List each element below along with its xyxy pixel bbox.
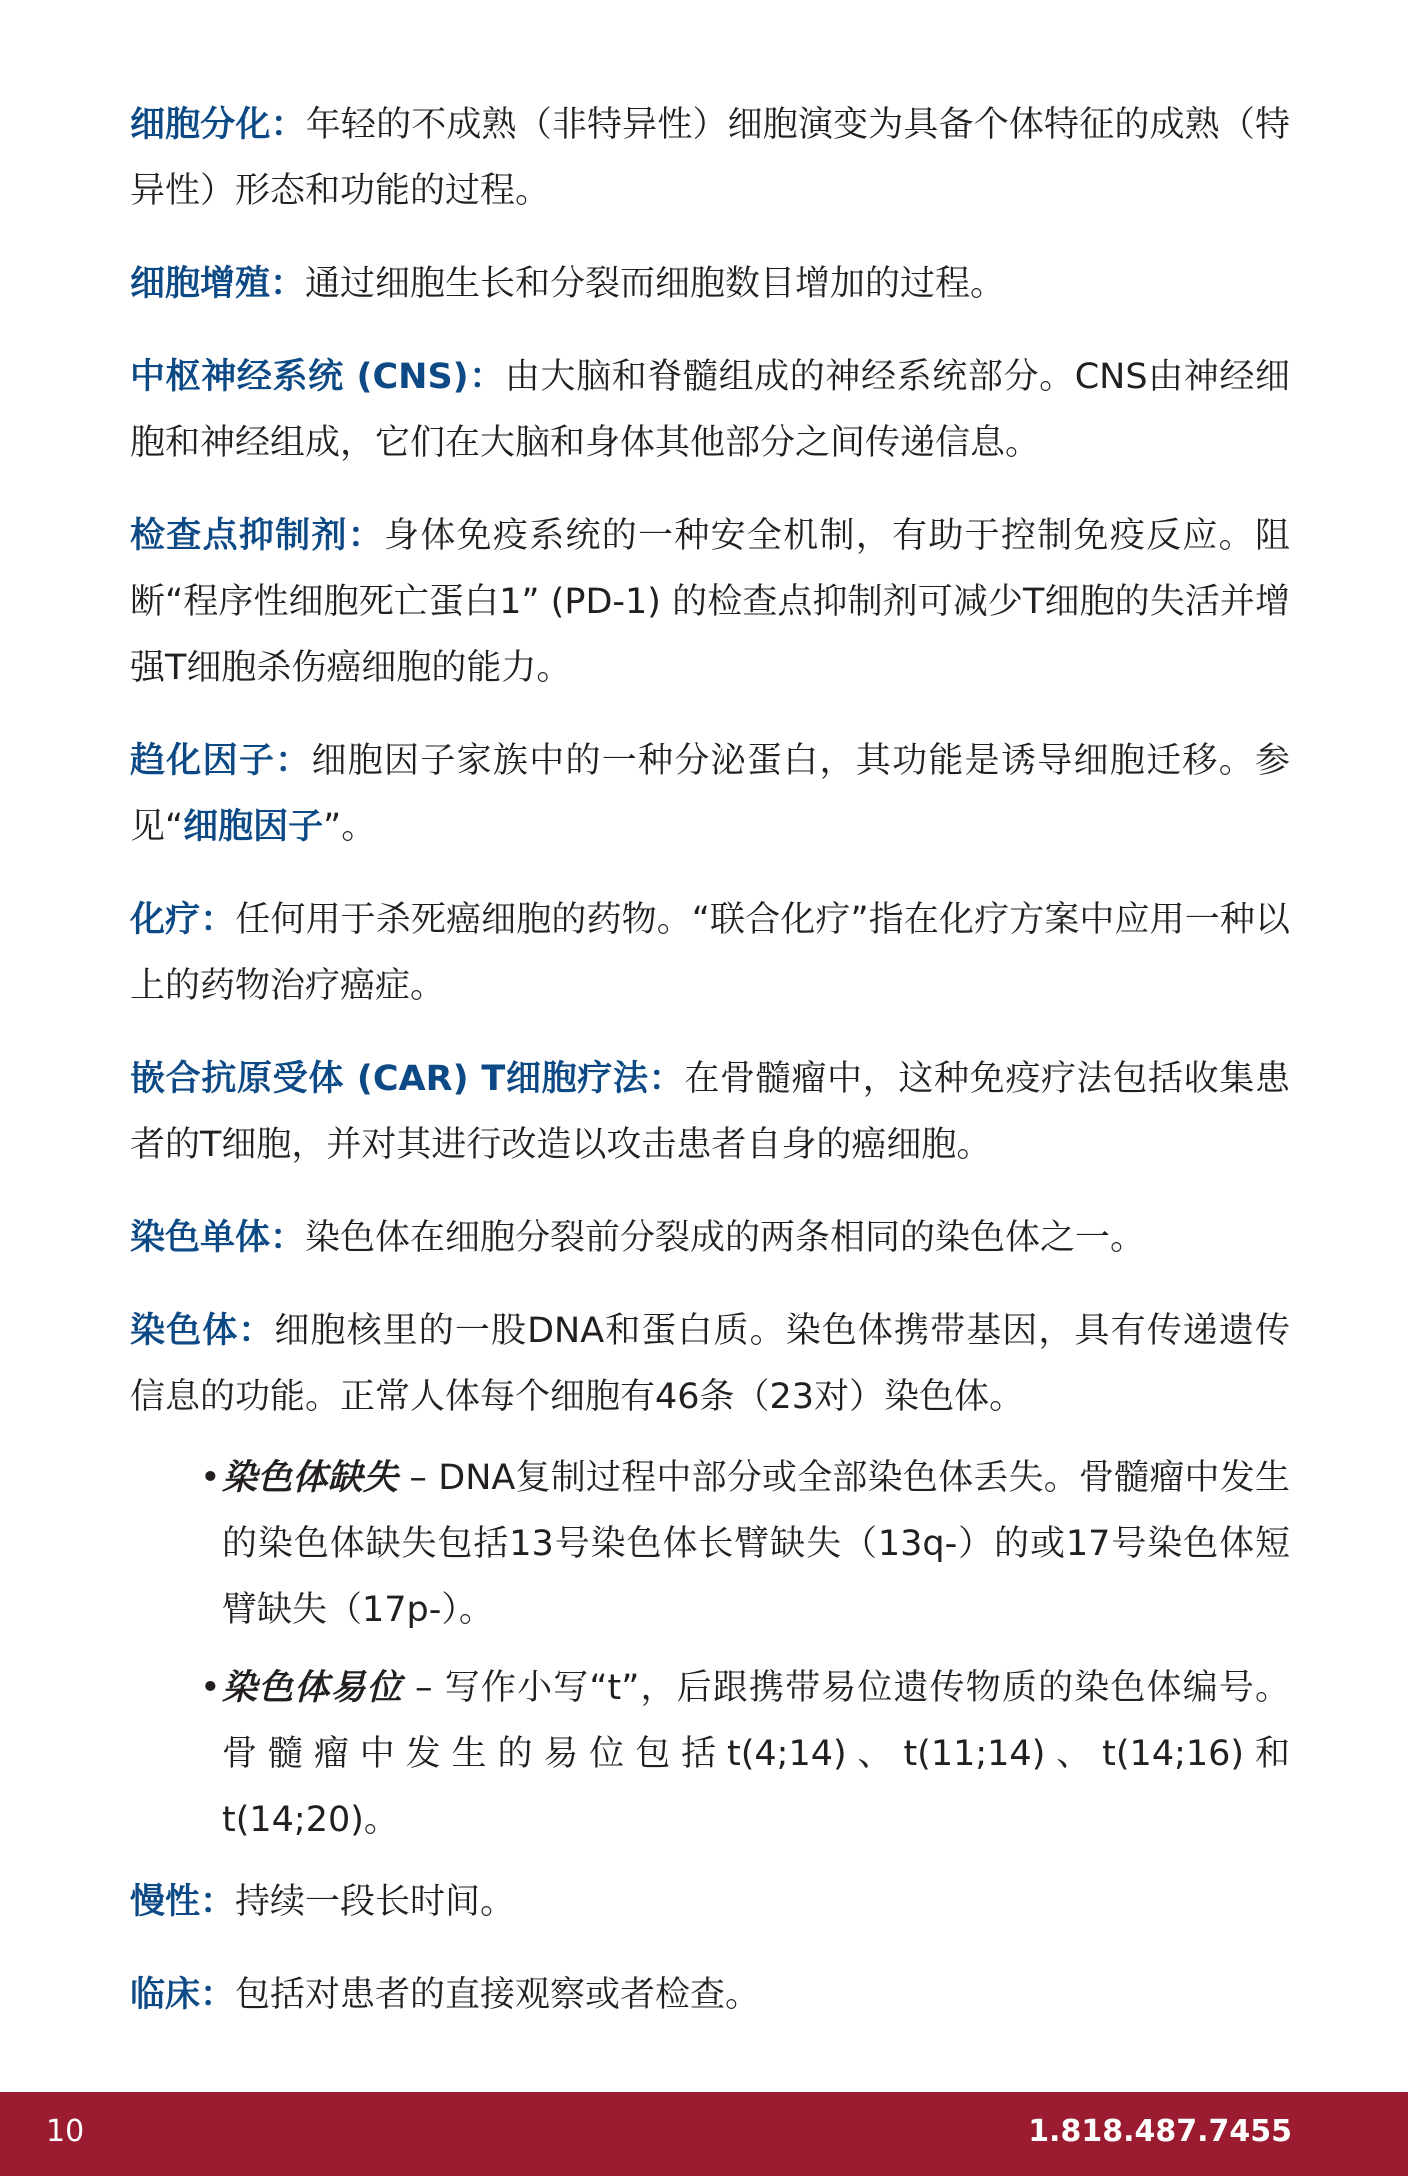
glossary-definition: 包括对患者的直接观察或者检查。 (235, 1975, 761, 2015)
glossary-term: 检查点抑制剂： (130, 516, 385, 556)
bullet-definition: – 写作小写“t”，后跟携带易位遗传物质的染色体编号。骨髓瘤中发生的易位包括t(4;14)、t(11;14)、t(14;16)和t(14;20)。 (222, 1668, 1290, 1840)
glossary-term: 慢性： (130, 1882, 236, 1922)
glossary-entry-chemokine (130, 728, 1290, 860)
glossary-term: 嵌合抗原受体 (CAR) T细胞疗法： (130, 1059, 685, 1099)
cross-reference-link[interactable]: 细胞因子 (183, 807, 324, 847)
bullet-definition: – DNA复制过程中部分或全部染色体丢失。骨髓瘤中发生的染色体缺失包括13号染色体长臂缺失（13q-）的或17号染色体短臂缺失（17p-）。 (222, 1458, 1290, 1630)
glossary-entry-cell-differentiation (130, 92, 1290, 224)
glossary-definition: 由大脑和脊髓组成的神经系统部分。CNS由神经细胞和神经组成，它们在大脑和身体其他部分之间传递信息。 (130, 357, 1290, 463)
glossary-term: 趋化因子： (130, 741, 312, 781)
bullet-term: 染色体缺失 (222, 1458, 399, 1498)
glossary-entry-clinical (130, 1962, 1290, 2028)
glossary-entry-checkpoint-inhibitor (130, 503, 1290, 701)
glossary-definition: 年轻的不成熟（非特异性）细胞演变为具备个体特征的成熟（特异性）形态和功能的过程。 (130, 105, 1290, 211)
page-number: 10 (46, 2114, 85, 2149)
glossary-entry-chromosome (130, 1298, 1290, 1430)
glossary-entry-chromatid (130, 1205, 1290, 1271)
glossary-term: 中枢神经系统 (CNS)： (130, 357, 505, 397)
bullet-dot-icon: • (200, 1668, 221, 1708)
glossary-definition: 持续一段长时间。 (235, 1882, 516, 1922)
glossary-definition: 细胞因子家族中的一种分泌蛋白，其功能是诱导细胞迁移。参见“ (130, 741, 1290, 847)
glossary-term: 临床： (130, 1975, 236, 2015)
bullet-dot-icon: • (200, 1458, 221, 1498)
glossary-content (130, 92, 1290, 2055)
phone-number: 1.818.487.7455 (1028, 2114, 1292, 2149)
glossary-term: 化疗： (130, 900, 236, 940)
glossary-definition-end: ”。 (323, 807, 377, 847)
glossary-entry-car-t (130, 1046, 1290, 1178)
glossary-term: 染色体： (130, 1311, 275, 1351)
glossary-entry-cell-proliferation (130, 251, 1290, 317)
list-item-chromosome-translocation (200, 1655, 1290, 1853)
glossary-entry-chronic (130, 1869, 1290, 1935)
glossary-term: 细胞分化： (130, 105, 306, 145)
glossary-term: 细胞增殖： (130, 264, 306, 304)
list-item-chromosome-deletion (200, 1445, 1290, 1643)
glossary-entry-chemotherapy (130, 887, 1290, 1019)
page-footer (0, 2092, 1408, 2176)
glossary-definition: 身体免疫系统的一种安全机制，有助于控制免疫反应。阻断“程序性细胞死亡蛋白1” (PD-1) 的检查点抑制剂可减少T细胞的失活并增强T细胞杀伤癌细胞的能力。 (130, 516, 1290, 688)
glossary-definition: 任何用于杀死癌细胞的药物。“联合化疗”指在化疗方案中应用一种以上的药物治疗癌症。 (130, 900, 1290, 1006)
glossary-definition: 染色体在细胞分裂前分裂成的两条相同的染色体之一。 (305, 1218, 1146, 1258)
glossary-term: 染色单体： (130, 1218, 306, 1258)
chromosome-bullet-list (130, 1445, 1290, 1853)
glossary-definition: 通过细胞生长和分裂而细胞数目增加的过程。 (305, 264, 1006, 304)
bullet-term: 染色体易位 (222, 1668, 403, 1708)
glossary-entry-cns (130, 344, 1290, 476)
glossary-definition: 在骨髓瘤中，这种免疫疗法包括收集患者的T细胞，并对其进行改造以攻击患者自身的癌细胞。 (130, 1059, 1290, 1165)
glossary-definition: 细胞核里的一股DNA和蛋白质。染色体携带基因，具有传递遗传信息的功能。正常人体每个细胞有46条（23对）染色体。 (130, 1311, 1290, 1417)
